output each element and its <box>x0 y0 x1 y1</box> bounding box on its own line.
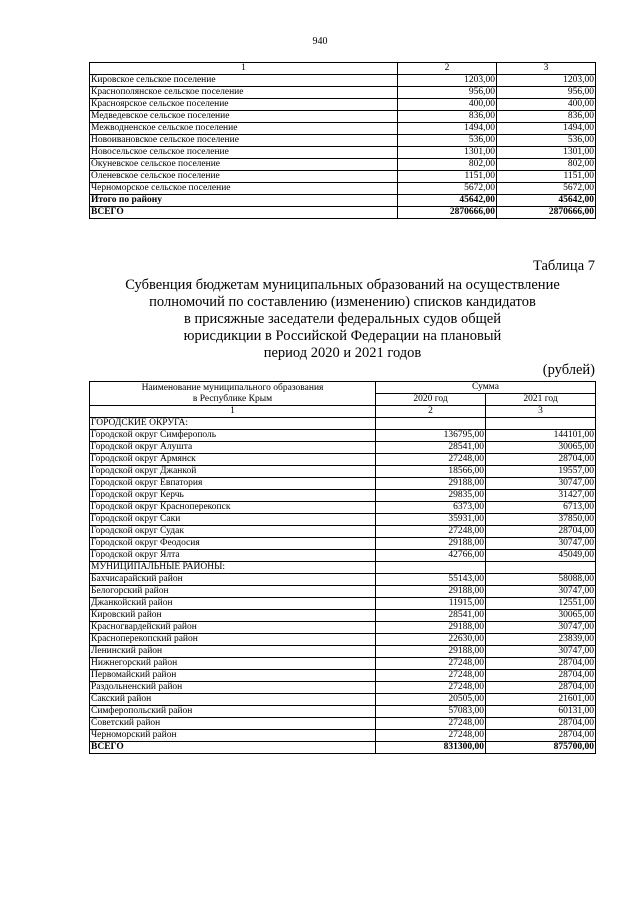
table-row <box>90 454 596 466</box>
row-name-cell: Бахчисарайский район <box>90 574 376 586</box>
table-row <box>90 658 596 670</box>
year-2020-header: 2020 год <box>376 394 486 406</box>
row-name-cell: Белогорский район <box>90 586 376 598</box>
value-cell-year2: 28704,00 <box>486 670 596 682</box>
table-label: Таблица 7 <box>532 258 595 274</box>
row-name-cell: Медведевское сельское поселение <box>90 111 398 123</box>
row-name-cell: Черноморский район <box>90 730 376 742</box>
row-name-cell: Городской округ Феодосия <box>90 538 376 550</box>
index-cell: 3 <box>486 406 596 418</box>
title-line: юрисдикции в Российской Федерации на плановый <box>183 328 502 344</box>
row-name-cell: Первомайский район <box>90 670 376 682</box>
title-line: полномочий по составлению (изменению) списков кандидатов <box>149 294 536 310</box>
section-row <box>90 418 596 430</box>
total-row <box>90 742 596 754</box>
index-cell: 1 <box>90 63 398 75</box>
value-cell-year1: 29188,00 <box>376 586 486 598</box>
value-cell-year1: 6373,00 <box>376 502 486 514</box>
table-row <box>90 574 596 586</box>
table-title <box>85 277 600 362</box>
row-name-cell: Джанкойский район <box>90 598 376 610</box>
table-row <box>90 586 596 598</box>
table-row <box>90 598 596 610</box>
value-cell-year2: 28704,00 <box>486 682 596 694</box>
row-name-cell: Межводненское сельское поселение <box>90 123 398 135</box>
row-name-cell: Городской округ Саки <box>90 514 376 526</box>
empty-cell <box>486 562 596 574</box>
table-row <box>90 430 596 442</box>
main-header-row <box>90 382 596 394</box>
sum-header: Сумма <box>376 382 596 394</box>
value-cell-year1: 29188,00 <box>376 478 486 490</box>
row-name-cell: Красногвардейский район <box>90 622 376 634</box>
row-name-cell: Городской округ Симферополь <box>90 430 376 442</box>
row-name-cell: Симферопольский район <box>90 706 376 718</box>
row-name-cell: Новосельское сельское поселение <box>90 147 398 159</box>
value-cell-year2: 28704,00 <box>486 718 596 730</box>
value-cell-year1: 1301,00 <box>398 147 497 159</box>
section-row <box>90 562 596 574</box>
row-name-cell: Нижнегорский район <box>90 658 376 670</box>
table-row <box>90 550 596 562</box>
value-cell-year2: 400,00 <box>497 99 596 111</box>
year-2021-header: 2021 год <box>486 394 596 406</box>
value-cell-year1: 1151,00 <box>398 171 497 183</box>
empty-cell <box>486 418 596 430</box>
index-cell: 2 <box>398 63 497 75</box>
value-cell-year2: 28704,00 <box>486 658 596 670</box>
value-cell-year2: 144101,00 <box>486 430 596 442</box>
value-cell-year1: 57083,00 <box>376 706 486 718</box>
row-name-cell: Городской округ Судак <box>90 526 376 538</box>
index-cell: 1 <box>90 406 376 418</box>
value-cell-year1: 400,00 <box>398 99 497 111</box>
table-row <box>90 135 596 147</box>
value-cell-year2: 30747,00 <box>486 586 596 598</box>
value-cell-year2: 6713,00 <box>486 502 596 514</box>
row-name-cell: Ленинский район <box>90 646 376 658</box>
row-name-cell: Городской округ Евпатория <box>90 478 376 490</box>
value-cell-year2: 28704,00 <box>486 730 596 742</box>
value-cell-year1: 29188,00 <box>376 538 486 550</box>
name-header-line: Наименование муниципального образования <box>141 382 324 393</box>
table-row <box>90 718 596 730</box>
value-cell-year1: 28541,00 <box>376 610 486 622</box>
value-cell-year2: 956,00 <box>497 87 596 99</box>
table-row <box>90 87 596 99</box>
value-cell-year1: 27248,00 <box>376 658 486 670</box>
value-cell-year2: 2870666,00 <box>497 207 596 219</box>
row-name-cell: Городской округ Красноперекопск <box>90 502 376 514</box>
table-row <box>90 159 596 171</box>
table-row <box>90 634 596 646</box>
table-row <box>90 538 596 550</box>
value-cell-year2: 5672,00 <box>497 183 596 195</box>
top-table <box>89 62 596 219</box>
row-name-cell: Черноморское сельское поселение <box>90 183 398 195</box>
value-cell-year1: 28541,00 <box>376 442 486 454</box>
table-row <box>90 682 596 694</box>
row-name-cell: Итого по району <box>90 195 398 207</box>
value-cell-year2: 30065,00 <box>486 442 596 454</box>
main-index-row <box>90 406 596 418</box>
table-row <box>90 123 596 135</box>
title-line: в присяжные заседатели федеральных судов общей <box>184 311 501 327</box>
value-cell-year1: 831300,00 <box>376 742 486 754</box>
value-cell-year1: 5672,00 <box>398 183 497 195</box>
table-row <box>90 694 596 706</box>
value-cell-year2: 836,00 <box>497 111 596 123</box>
table-row <box>90 514 596 526</box>
section-heading: ГОРОДСКИЕ ОКРУГА: <box>90 418 376 430</box>
value-cell-year1: 45642,00 <box>398 195 497 207</box>
value-cell-year2: 28704,00 <box>486 526 596 538</box>
row-name-cell: Городской округ Алушта <box>90 442 376 454</box>
table-row <box>90 442 596 454</box>
value-cell-year1: 1494,00 <box>398 123 497 135</box>
row-name-cell: Кировский район <box>90 610 376 622</box>
value-cell-year1: 11915,00 <box>376 598 486 610</box>
value-cell-year2: 37850,00 <box>486 514 596 526</box>
value-cell-year2: 1494,00 <box>497 123 596 135</box>
units-label: (рублей) <box>542 362 595 378</box>
value-cell-year2: 30747,00 <box>486 538 596 550</box>
value-cell-year1: 136795,00 <box>376 430 486 442</box>
value-cell-year1: 20505,00 <box>376 694 486 706</box>
value-cell-year2: 30747,00 <box>486 478 596 490</box>
value-cell-year1: 836,00 <box>398 111 497 123</box>
table-row <box>90 147 596 159</box>
table-row <box>90 670 596 682</box>
table-row <box>90 466 596 478</box>
value-cell-year1: 2870666,00 <box>398 207 497 219</box>
table-row <box>90 502 596 514</box>
title-line: Субвенция бюджетам муниципальных образований на осуществление <box>125 277 560 293</box>
value-cell-year2: 23839,00 <box>486 634 596 646</box>
row-name-cell: Городской округ Армянск <box>90 454 376 466</box>
row-name-cell: Оленевское сельское поселение <box>90 171 398 183</box>
value-cell-year2: 875700,00 <box>486 742 596 754</box>
value-cell-year1: 27248,00 <box>376 718 486 730</box>
value-cell-year1: 1203,00 <box>398 75 497 87</box>
section-heading: МУНИЦИПАЛЬНЫЕ РАЙОНЫ: <box>90 562 376 574</box>
value-cell-year2: 1151,00 <box>497 171 596 183</box>
total-row <box>90 207 596 219</box>
value-cell-year1: 35931,00 <box>376 514 486 526</box>
value-cell-year1: 29835,00 <box>376 490 486 502</box>
value-cell-year2: 536,00 <box>497 135 596 147</box>
value-cell-year1: 27248,00 <box>376 670 486 682</box>
main-table <box>89 381 596 754</box>
title-line: период 2020 и 2021 годов <box>263 345 422 361</box>
row-name-cell: ВСЕГО <box>90 742 376 754</box>
row-name-cell: Сакский район <box>90 694 376 706</box>
table-row <box>90 478 596 490</box>
value-cell-year2: 58088,00 <box>486 574 596 586</box>
row-name-cell: Советский район <box>90 718 376 730</box>
table-row <box>90 75 596 87</box>
table-row <box>90 706 596 718</box>
value-cell-year1: 27248,00 <box>376 682 486 694</box>
value-cell-year1: 536,00 <box>398 135 497 147</box>
value-cell-year1: 802,00 <box>398 159 497 171</box>
value-cell-year2: 45049,00 <box>486 550 596 562</box>
value-cell-year2: 28704,00 <box>486 454 596 466</box>
table-row <box>90 610 596 622</box>
value-cell-year1: 27248,00 <box>376 526 486 538</box>
row-name-cell: Городской округ Керчь <box>90 490 376 502</box>
value-cell-year2: 1203,00 <box>497 75 596 87</box>
table-row <box>90 730 596 742</box>
value-cell-year2: 60131,00 <box>486 706 596 718</box>
value-cell-year2: 30747,00 <box>486 622 596 634</box>
table-row <box>90 646 596 658</box>
value-cell-year2: 21601,00 <box>486 694 596 706</box>
value-cell-year2: 45642,00 <box>497 195 596 207</box>
table-row <box>90 171 596 183</box>
table-row <box>90 111 596 123</box>
value-cell-year1: 27248,00 <box>376 454 486 466</box>
row-name-cell: Городской округ Ялта <box>90 550 376 562</box>
page-number: 940 <box>312 36 328 47</box>
value-cell-year2: 802,00 <box>497 159 596 171</box>
table-row <box>90 183 596 195</box>
row-name-cell: Раздольненский район <box>90 682 376 694</box>
value-cell-year2: 30747,00 <box>486 646 596 658</box>
value-cell-year1: 42766,00 <box>376 550 486 562</box>
name-header-line: в Республике Крым <box>192 393 273 404</box>
table-row <box>90 622 596 634</box>
row-name-cell: Красноярское сельское поселение <box>90 99 398 111</box>
value-cell-year1: 29188,00 <box>376 622 486 634</box>
empty-cell <box>376 418 486 430</box>
value-cell-year2: 31427,00 <box>486 490 596 502</box>
row-name-cell: ВСЕГО <box>90 207 398 219</box>
name-column-header <box>90 382 376 406</box>
value-cell-year2: 1301,00 <box>497 147 596 159</box>
index-cell: 3 <box>497 63 596 75</box>
value-cell-year1: 29188,00 <box>376 646 486 658</box>
top-table-index-row <box>90 63 596 75</box>
subtotal-row <box>90 195 596 207</box>
row-name-cell: Краснополянское сельское поселение <box>90 87 398 99</box>
value-cell-year2: 19557,00 <box>486 466 596 478</box>
value-cell-year1: 55143,00 <box>376 574 486 586</box>
value-cell-year1: 956,00 <box>398 87 497 99</box>
value-cell-year2: 12551,00 <box>486 598 596 610</box>
value-cell-year1: 18566,00 <box>376 466 486 478</box>
empty-cell <box>376 562 486 574</box>
value-cell-year1: 27248,00 <box>376 730 486 742</box>
row-name-cell: Красноперекопский район <box>90 634 376 646</box>
index-cell: 2 <box>376 406 486 418</box>
value-cell-year1: 22630,00 <box>376 634 486 646</box>
table-row <box>90 490 596 502</box>
row-name-cell: Окуневское сельское поселение <box>90 159 398 171</box>
row-name-cell: Кировское сельское поселение <box>90 75 398 87</box>
row-name-cell: Новоивановское сельское поселение <box>90 135 398 147</box>
table-row <box>90 99 596 111</box>
table-row <box>90 526 596 538</box>
value-cell-year2: 30065,00 <box>486 610 596 622</box>
row-name-cell: Городской округ Джанкой <box>90 466 376 478</box>
